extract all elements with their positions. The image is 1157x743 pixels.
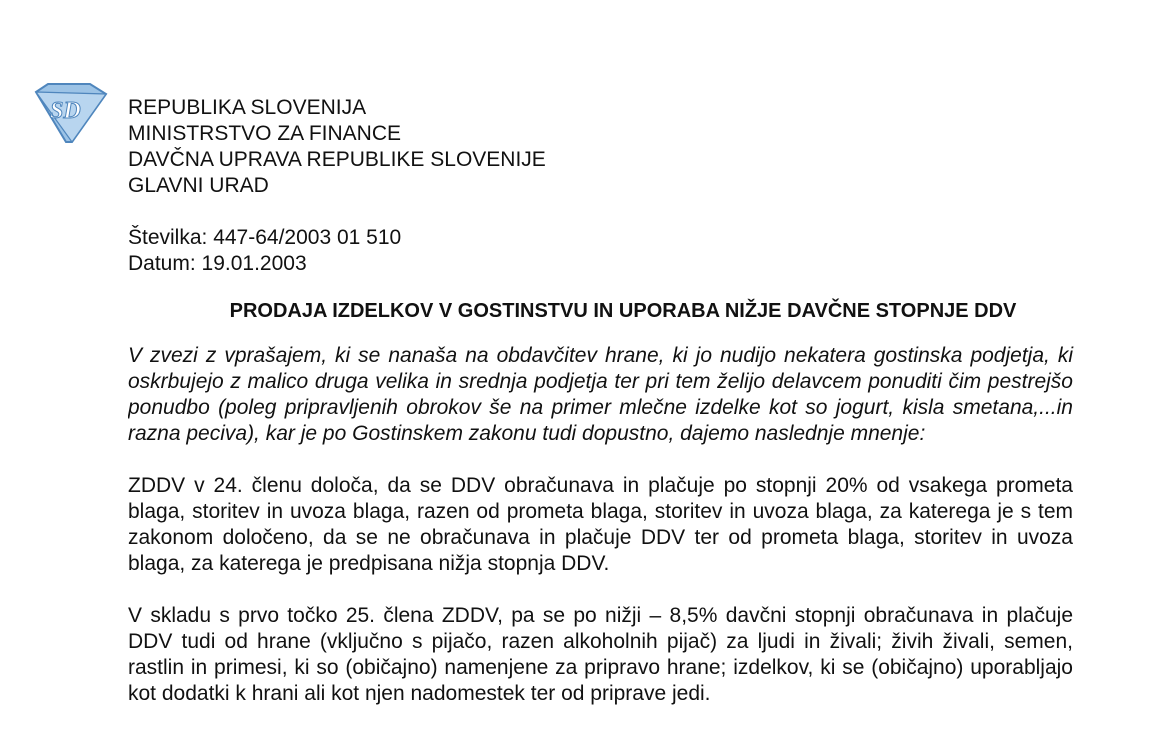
paragraph-article-25: V skladu s prvo točko 25. člena ZDDV, pa se po nižji – 8,5% davčni stopnji obračunava in plačuje DDV tudi od hrane (vključno s pijačo, razen alkoholnih pijač) za ljudi in živali; živih živali, semen, rastlin in primesi, ki so (običajno) namenjene za pripravo hrane; izdelkov, ki se (običajno) uporabljajo kot dodatki k hrani ali kot njen nadomestek ter od priprave jedi. (128, 604, 1073, 705)
letterhead-line: MINISTRSTVO ZA FINANCE (128, 122, 402, 145)
paragraph-intro: V zvezi z vprašajem, ki se nanaša na obdavčitev hrane, ki jo nudijo nekatera gostinska podjetja, ki oskrbujejo z malico druga velika in srednja podjetja ter pri tem želijo delavcem ponuditi čim pestrejšo ponudbo (poleg pripravljenih obrokov še na primer mlečne izdelke kot so jogurt, kisla smetana,...in razna peciva), kar je po Gostinskem zakonu tudi dopustno, dajemo naslednje mnenje: (128, 344, 1073, 445)
letterhead-line: GLAVNI URAD (128, 174, 269, 197)
paragraph-article-24: ZDDV v 24. členu določa, da se DDV obračunava in plačuje po stopnji 20% od vsakega prometa blaga, storitev in uvoza blaga, razen od prometa blaga, storitev in uvoza blaga, za katerega je s tem zakonom določeno, da se ne obračunava in plačuje DDV ter od prometa blaga, storitev in uvoza blaga, za katerega je predpisana nižja stopnja DDV. (128, 474, 1073, 575)
document-body (128, 95, 1078, 707)
document-date: Datum: 19.01.2003 (128, 252, 307, 275)
logo-letters: SD (50, 98, 81, 124)
document-number: Številka: 447-64/2003 01 510 (128, 226, 402, 249)
document-references (128, 225, 1078, 277)
document-title: PRODAJA IZDELKOV V GOSTINSTVU IN UPORABA NIŽJE DAVČNE STOPNJE DDV (229, 300, 1017, 322)
letterhead (128, 95, 1078, 199)
letterhead-line: REPUBLIKA SLOVENIJA (128, 96, 367, 119)
tax-authority-logo (28, 80, 110, 148)
letterhead-line: DAVČNA UPRAVA REPUBLIKE SLOVENIJE (128, 148, 546, 171)
